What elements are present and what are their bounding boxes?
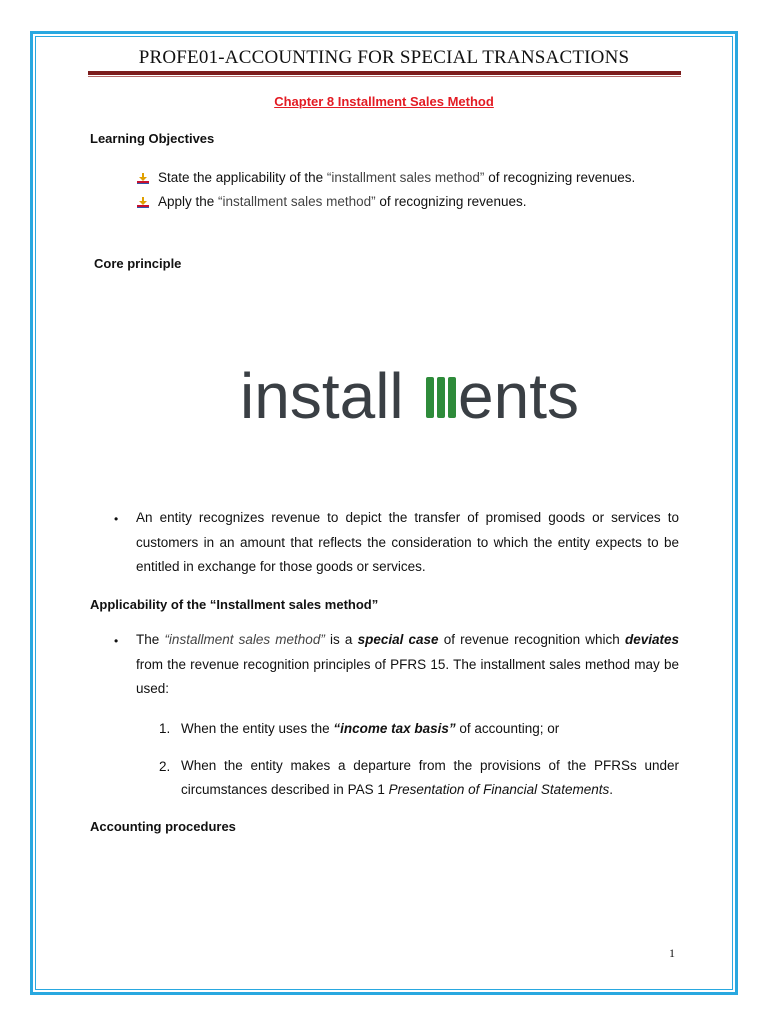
list-item: When the entity makes a departure from the provisions of the PFRSs under circumstances described in PAS 1 Presentation of Financial Statements. <box>181 758 679 797</box>
logo-bars-icon <box>426 377 456 418</box>
applicability-text: The “installment sales method” is a special case of revenue recognition which deviates from the revenue recognition principles of PFRS 15. The installment sales method may be used: <box>136 632 680 696</box>
header-rule-thin <box>88 76 681 77</box>
list-number: 2. <box>159 759 171 774</box>
core-principle-text: An entity recognizes revenue to depict the transfer of promised goods or services to customers in an amount that reflects the consideration to which the entity expects to be entitled in exchange for those goods or services. <box>136 510 679 574</box>
installments-logo <box>240 356 579 432</box>
objective-quote: “installment sales method” <box>218 194 376 209</box>
header-rule <box>88 71 681 75</box>
arrow-bullet-icon <box>136 196 150 208</box>
core-principle-heading: Core principle <box>94 256 182 271</box>
logo-text-part2: ents <box>458 360 579 432</box>
arrow-bullet-icon <box>136 172 150 184</box>
list-item: When the entity uses the “income tax basis” of accounting; or <box>181 721 560 736</box>
objective-quote: “installment sales method” <box>326 170 485 185</box>
objective-text-post: of recognizing revenues. <box>375 194 527 209</box>
logo-text-part1: install <box>240 360 404 432</box>
list-number: 1. <box>159 721 171 736</box>
header-title: PROFE01-ACCOUNTING FOR SPECIAL TRANSACTIONS <box>138 47 630 68</box>
objective-item <box>136 194 526 209</box>
bullet-mark: • <box>114 634 119 648</box>
objective-item <box>136 170 635 185</box>
bullet-mark: • <box>114 512 119 526</box>
objective-text-post: of recognizing revenues. <box>484 170 636 185</box>
objective-text-pre: Apply the <box>158 194 219 209</box>
chapter-title: Chapter 8 Installment Sales Method <box>274 94 494 109</box>
page-number: 1 <box>669 946 675 960</box>
accounting-procedures-heading: Accounting procedures <box>90 819 236 834</box>
learning-objectives-heading: Learning Objectives <box>90 131 215 146</box>
applicability-heading: Applicability of the “Installment sales method” <box>90 597 379 612</box>
objective-text-pre: State the applicability of the <box>158 170 327 185</box>
